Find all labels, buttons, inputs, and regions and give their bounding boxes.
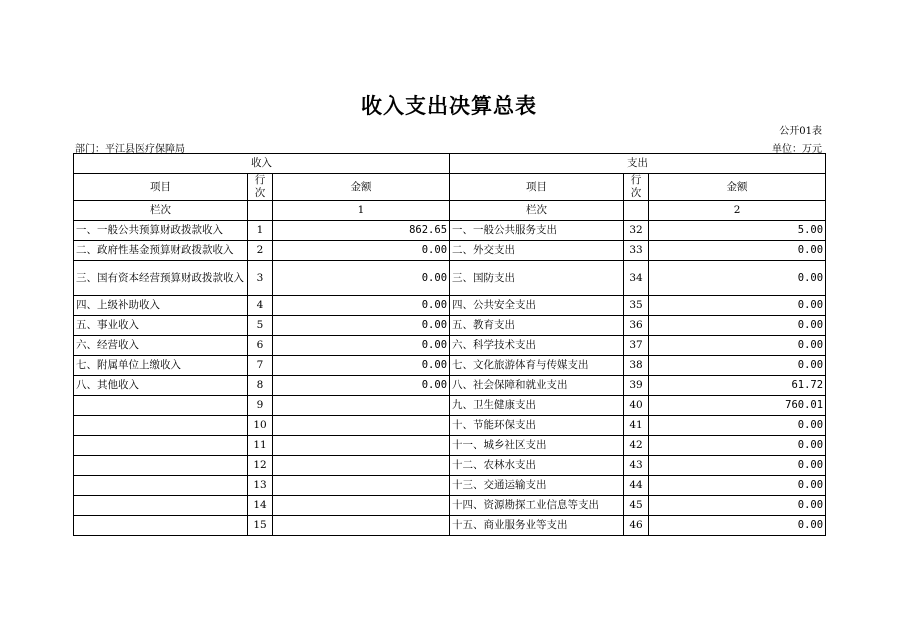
income-amount-cell	[273, 516, 450, 536]
income-item-cell	[74, 496, 248, 516]
expense-item-cell: 八、社会保障和就业支出	[450, 376, 624, 396]
income-amount-cell	[273, 496, 450, 516]
expense-amount-cell: 0.00	[649, 476, 826, 496]
income-item-cell: 六、经营收入	[74, 336, 248, 356]
expense-item-header: 项目	[450, 174, 624, 201]
expense-row-no-header: 行次	[624, 174, 649, 201]
income-row-no-cell: 9	[248, 396, 273, 416]
expense-amount-cell: 0.00	[649, 416, 826, 436]
income-item-header: 项目	[74, 174, 248, 201]
income-row-no-cell: 6	[248, 336, 273, 356]
income-item-cell: 四、上级补助收入	[74, 296, 248, 316]
table-row	[74, 476, 826, 496]
income-item-cell: 八、其他收入	[74, 376, 248, 396]
table-row	[74, 436, 826, 456]
empty-cell	[248, 201, 273, 221]
department-label: 部门：平江县医疗保障局	[75, 144, 185, 155]
expense-amount-cell: 0.00	[649, 261, 826, 296]
empty-cell	[624, 201, 649, 221]
unit-label: 单位：万元	[772, 144, 822, 155]
expense-item-cell: 十五、商业服务业等支出	[450, 516, 624, 536]
table-row	[74, 416, 826, 436]
income-row-no-cell: 13	[248, 476, 273, 496]
table-row	[74, 316, 826, 336]
income-amount-cell	[273, 396, 450, 416]
income-row-no-cell: 8	[248, 376, 273, 396]
income-amount-cell	[273, 476, 450, 496]
income-item-cell: 五、事业收入	[74, 316, 248, 336]
column-number-row	[74, 201, 826, 221]
expense-item-cell: 十、节能环保支出	[450, 416, 624, 436]
expense-row-no-cell: 40	[624, 396, 649, 416]
income-row-no-cell: 3	[248, 261, 273, 296]
table-row	[74, 496, 826, 516]
income-item-cell: 三、国有资本经营预算财政拨款收入	[74, 261, 248, 296]
expense-item-cell: 十二、农林水支出	[450, 456, 624, 476]
expense-amount-cell: 0.00	[649, 296, 826, 316]
expense-item-cell: 五、教育支出	[450, 316, 624, 336]
income-amount-cell	[273, 416, 450, 436]
expense-item-cell: 四、公共安全支出	[450, 296, 624, 316]
expense-amount-cell: 0.00	[649, 336, 826, 356]
expense-amount-cell: 0.00	[649, 316, 826, 336]
expense-amount-cell: 0.00	[649, 516, 826, 536]
expense-row-no-cell: 45	[624, 496, 649, 516]
expense-item-cell: 一、一般公共服务支出	[450, 221, 624, 241]
income-item-cell: 一、一般公共预算财政拨款收入	[74, 221, 248, 241]
form-number: 公开01表	[779, 126, 822, 137]
expense-row-no-cell: 33	[624, 241, 649, 261]
table-row	[74, 241, 826, 261]
income-row-no-cell: 2	[248, 241, 273, 261]
income-amount-cell: 0.00	[273, 336, 450, 356]
expense-row-no-cell: 39	[624, 376, 649, 396]
income-item-cell: 七、附属单位上缴收入	[74, 356, 248, 376]
income-item-cell	[74, 456, 248, 476]
table-row	[74, 376, 826, 396]
income-amount-cell: 862.65	[273, 221, 450, 241]
income-column-number: 1	[273, 201, 450, 221]
expense-amount-cell: 0.00	[649, 356, 826, 376]
income-item-cell	[74, 396, 248, 416]
expense-header: 支出	[450, 154, 826, 174]
expense-item-cell: 十三、交通运输支出	[450, 476, 624, 496]
expense-amount-cell: 0.00	[649, 496, 826, 516]
income-amount-cell	[273, 456, 450, 476]
expense-row-no-cell: 41	[624, 416, 649, 436]
income-item-cell	[74, 416, 248, 436]
expense-row-no-cell: 38	[624, 356, 649, 376]
table-row	[74, 336, 826, 356]
expense-row-no-cell: 44	[624, 476, 649, 496]
income-item-cell	[74, 476, 248, 496]
expense-column-no-label: 栏次	[450, 201, 624, 221]
expense-row-no-cell: 34	[624, 261, 649, 296]
income-amount-cell: 0.00	[273, 261, 450, 296]
income-row-no-cell: 10	[248, 416, 273, 436]
table-row	[74, 296, 826, 316]
table-row	[74, 221, 826, 241]
expense-item-cell: 三、国防支出	[450, 261, 624, 296]
income-amount-cell: 0.00	[273, 316, 450, 336]
expense-item-cell: 二、外交支出	[450, 241, 624, 261]
expense-row-no-cell: 32	[624, 221, 649, 241]
expense-item-cell: 九、卫生健康支出	[450, 396, 624, 416]
table-row	[74, 456, 826, 476]
income-column-no-label: 栏次	[74, 201, 248, 221]
section-header-row	[74, 154, 826, 174]
income-row-no-cell: 1	[248, 221, 273, 241]
income-row-no-cell: 15	[248, 516, 273, 536]
income-amount-cell: 0.00	[273, 296, 450, 316]
income-row-no-cell: 4	[248, 296, 273, 316]
table-row	[74, 356, 826, 376]
income-row-no-cell: 5	[248, 316, 273, 336]
expense-amount-cell: 760.01	[649, 396, 826, 416]
income-header: 收入	[74, 154, 450, 174]
income-row-no-cell: 11	[248, 436, 273, 456]
expense-item-cell: 七、文化旅游体育与传媒支出	[450, 356, 624, 376]
expense-amount-cell: 0.00	[649, 241, 826, 261]
expense-amount-cell: 5.00	[649, 221, 826, 241]
income-amount-cell: 0.00	[273, 376, 450, 396]
income-row-no-cell: 12	[248, 456, 273, 476]
expense-item-cell: 十一、城乡社区支出	[450, 436, 624, 456]
income-amount-cell	[273, 436, 450, 456]
income-row-no-header: 行次	[248, 174, 273, 201]
table-row	[74, 516, 826, 536]
expense-row-no-cell: 35	[624, 296, 649, 316]
income-item-cell	[74, 516, 248, 536]
page-title: 收入支出决算总表	[361, 94, 537, 118]
expense-row-no-cell: 36	[624, 316, 649, 336]
expense-row-no-cell: 46	[624, 516, 649, 536]
expense-amount-cell: 0.00	[649, 436, 826, 456]
column-header-row	[74, 174, 826, 201]
income-amount-cell: 0.00	[273, 241, 450, 261]
expense-amount-cell: 61.72	[649, 376, 826, 396]
expense-amount-header: 金额	[649, 174, 826, 201]
income-row-no-cell: 14	[248, 496, 273, 516]
expense-row-no-cell: 43	[624, 456, 649, 476]
income-amount-header: 金额	[273, 174, 450, 201]
expense-item-cell: 十四、资源勘探工业信息等支出	[450, 496, 624, 516]
expense-row-no-cell: 37	[624, 336, 649, 356]
table-row	[74, 261, 826, 296]
expense-column-number: 2	[649, 201, 826, 221]
income-row-no-cell: 7	[248, 356, 273, 376]
income-item-cell	[74, 436, 248, 456]
table-row	[74, 396, 826, 416]
income-amount-cell: 0.00	[273, 356, 450, 376]
expense-item-cell: 六、科学技术支出	[450, 336, 624, 356]
expense-row-no-cell: 42	[624, 436, 649, 456]
income-item-cell: 二、政府性基金预算财政拨款收入	[74, 241, 248, 261]
expense-amount-cell: 0.00	[649, 456, 826, 476]
income-expense-table	[73, 153, 826, 536]
